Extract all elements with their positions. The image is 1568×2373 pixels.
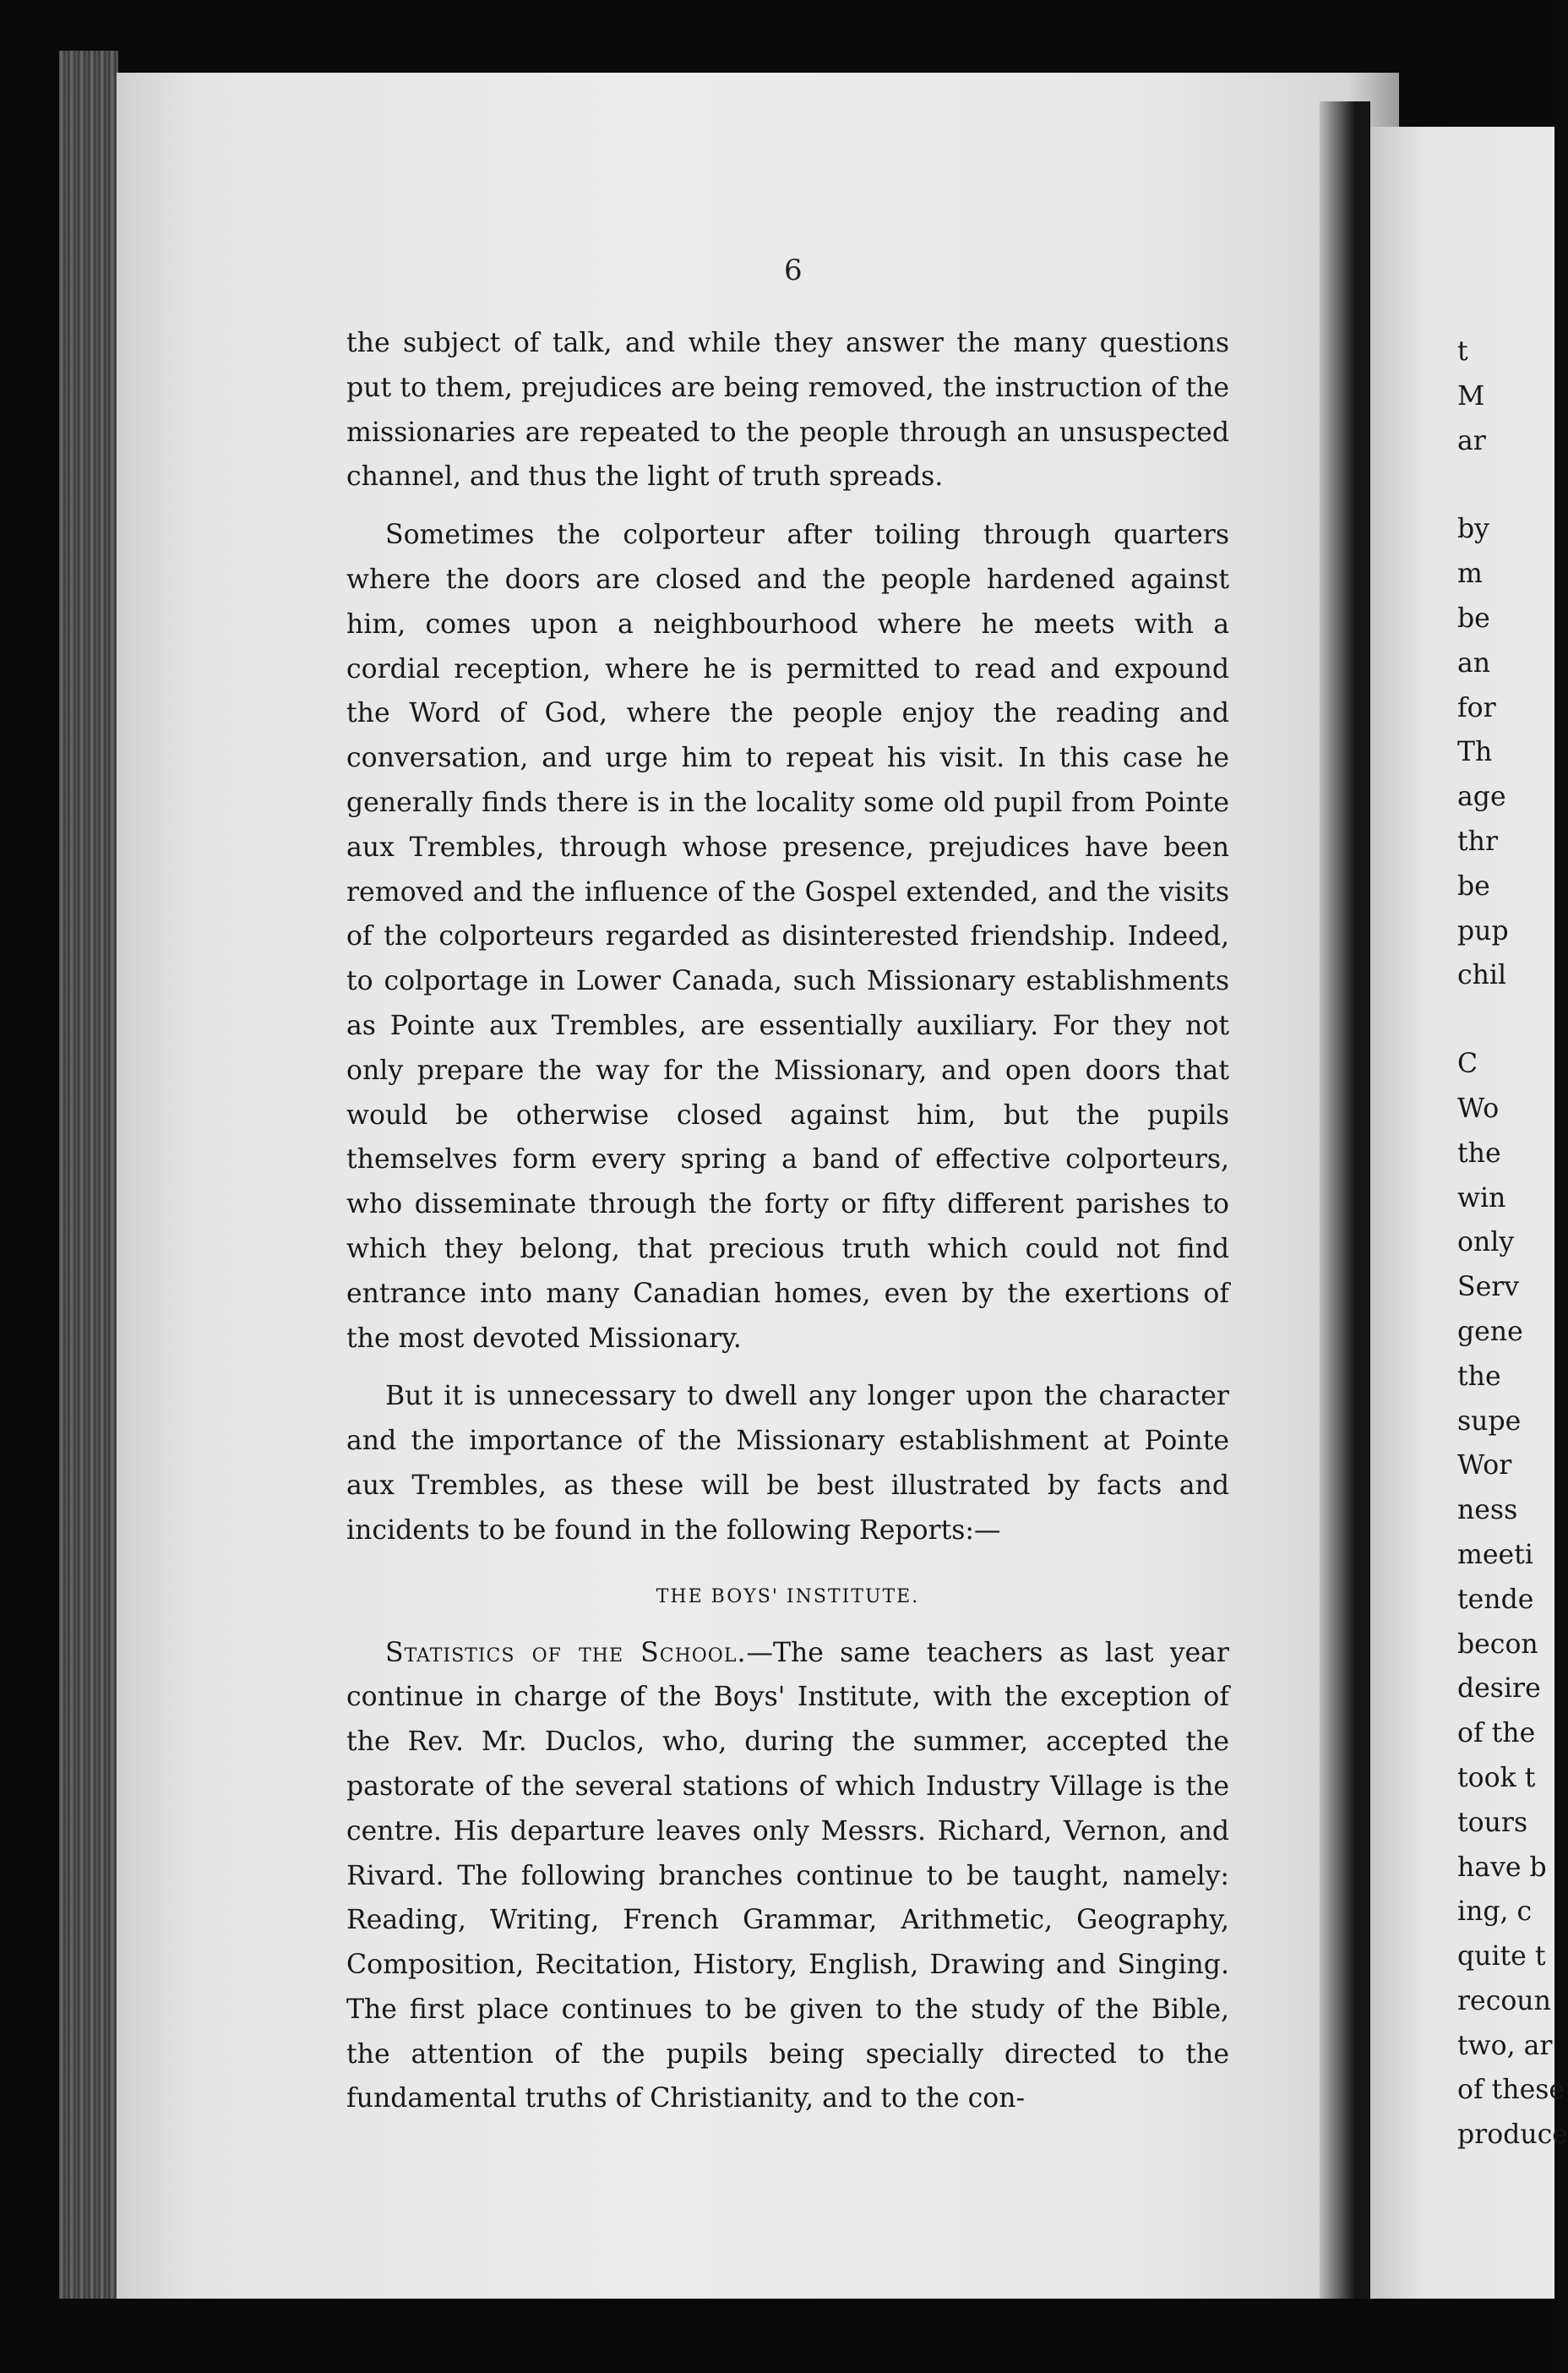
facing-page-line: M [1457,380,1485,412]
facing-page-line: took t [1457,1762,1536,1793]
facing-page-line: Serv [1457,1272,1520,1303]
page-number: 6 [784,254,803,287]
facing-page-line: an [1457,647,1491,679]
facing-page-line: meeti [1457,1539,1533,1570]
facing-page-line: chil [1457,960,1507,991]
facing-page-line: the [1457,1137,1501,1169]
facing-page-line: pup [1457,915,1509,946]
facing-page-line: ness [1457,1495,1518,1526]
facing-page-line: win [1457,1182,1506,1214]
facing-page-line: Wo [1457,1093,1500,1124]
statistics-paragraph [346,1631,1229,2122]
facing-page-line: desire [1457,1673,1541,1705]
facing-page-line: the [1457,1361,1501,1392]
facing-page-line: ing, c [1457,1896,1533,1928]
paragraph-2: Sometimes the colporteur after toiling through quarters where the doors are closed and the people hardened against him, comes upon a neighbourhood where he meets with a cordial reception, where he is permitted to read and expound the Word of God, where the people enjoy the reading and conversation, and urge him to repeat his visit. In this case he generally finds there is in the locality some old pupil from Pointe aux Trembles, through whose presence, prejudices have been removed and the influence of the Gospel extended, and the visits of the colporteurs regarded as disinterested friendship. Indeed, to colportage in Lower Canada, such Missionary establishments as Pointe aux Trembles, are essentially auxiliary. For they not only prepare the way for the Missionary, and open doors that would be otherwise closed against him, but the pupils themselves form every spring a band of effective colporteurs, who disseminate through the forty or fifty different parishes to which they belong, that precious truth which could not find entrance into many Canadian homes, even by the exertions of the most devoted Missionary. [346,520,1229,1354]
facing-page-line [1457,463,1554,507]
facing-page-line: recoun [1457,1985,1551,2016]
facing-page-line: by [1457,514,1489,545]
facing-page-line: have b [1457,1852,1547,1883]
statistics-text: —The same teachers as last year continue in charge of the Boys' Institute, with the exception of the Rev. Mr. Duclos, who, during the summer, accepted the pastorate of the several stations of which Industry Village is the centre. His departure leaves only Messrs. Richard, Vernon, and Rivard. The following branches continue to be taught, namely: Reading, Writing, French Grammar, Arithmetic, Geography, Composition, Recitation, History, English, Drawing and Singing. The first place continues to be given to the study of the Bible, the attention of the pupils being specially directed to the fundamental truths of Christianity, and to the con- [346,1637,1229,2114]
facing-page-line: Wor [1457,1450,1512,1481]
body-text [346,321,1229,2121]
facing-page-line: thr [1457,826,1499,857]
facing-page-line: tours [1457,1807,1528,1838]
facing-page-line: tende [1457,1584,1534,1615]
facing-page-text [1457,330,1568,2158]
facing-page-line: for [1457,692,1496,723]
facing-page-line: only [1457,1227,1515,1258]
facing-page-line: C [1457,1049,1478,1080]
book-spine [59,51,118,2299]
statistics-lead: Statistics of the School. [385,1637,747,1668]
paragraph-1: the subject of talk, and while they answer the many questions put to them, prejudices are being removed, the instruction of the missionaries are repeated to the people through an unsuspected channel, and thus the light of truth spreads. [346,328,1229,493]
paragraph-3: But it is unnecessary to dwell any longer upon the character and the importance of the Missionary establishment at Pointe aux Trembles, as these will be best illustrated by facts and incidents to be found in the following Reports:— [346,1381,1229,1546]
facing-page-line: of these [1457,2075,1565,2106]
facing-page-line: be [1457,870,1490,902]
facing-page-line: t [1457,336,1468,367]
section-heading: THE BOYS' INSTITUTE. [656,1585,920,1607]
facing-page-line: be [1457,603,1490,634]
facing-page-line [1457,998,1554,1042]
facing-page-line: supe [1457,1405,1522,1437]
facing-page-line: of the [1457,1718,1536,1749]
facing-page-line: m [1457,559,1483,590]
facing-page-line: produce [1457,2119,1568,2151]
facing-page-line: becon [1457,1628,1538,1660]
facing-page-line: gene [1457,1316,1523,1347]
page-gutter [1320,101,1370,2299]
facing-page-line: ar [1457,425,1486,456]
facing-page-line: age [1457,782,1506,813]
facing-page-line: two, ar [1457,2030,1553,2061]
facing-page-line: quite t [1457,1941,1546,1972]
facing-page-line: Th [1457,737,1493,768]
